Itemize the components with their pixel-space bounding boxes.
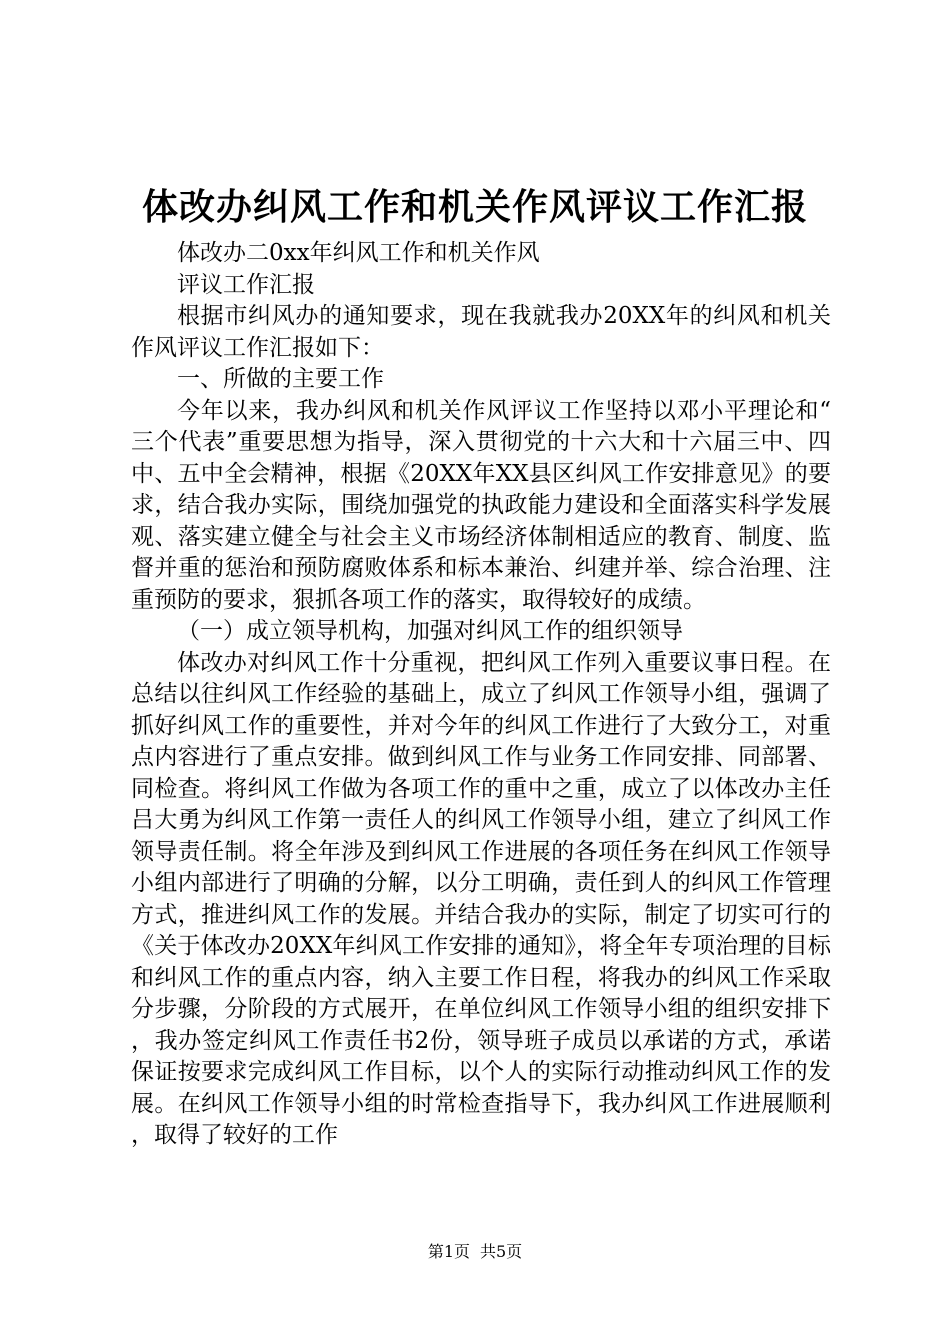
page-total: 共5页: [480, 1242, 523, 1261]
page-footer: [0, 1241, 950, 1263]
document-title: 体改办纠风工作和机关作风评议工作汇报: [141, 187, 808, 228]
intro-paragraph: 根据市纠风办的通知要求，现在我就我办20XX年的纠风和机关作风评议工作汇报如下：: [131, 303, 831, 361]
body-paragraph-1: 今年以来，我办纠风和机关作风评议工作坚持以邓小平理论和“三个代表”重要思想为指导，深入贯彻党的十六大和十六届三中、四中、五中全会精神，根据《20XX年XX县区纠风工作安排意见》的要求，结合我办实际，围绕加强党的执政能力建设和全面落实科学发展观、落实建立健全与社会主义市场经济体制相适应的教育、制度、监督并重的惩治和预防腐败体系和标本兼治、纠建并举、综合治理、注重预防的要求，狠抓各项工作的落实，取得较好的成绩。: [131, 397, 831, 613]
subtitle-line-1: 体改办二0xx年纠风工作和机关作风: [177, 240, 540, 266]
document-body: [131, 238, 831, 1152]
subsection-heading-1: （一）成立领导机构，加强对纠风工作的组织领导: [177, 618, 683, 644]
subtitle-line-2: 评议工作汇报: [177, 271, 315, 298]
page-number: 第1页: [427, 1242, 470, 1261]
body-paragraph-2: 体改办对纠风工作十分重视，把纠风工作列入重要议事日程。在总结以往纠风工作经验的基础上，成立了纠风工作领导小组，强调了抓好纠风工作的重要性，并对今年的纠风工作进行了大致分工，对重点内容进行了重点安排。做到纠风工作与业务工作同安排、同部署、同检查。将纠风工作做为各项工作的重中之重，成立了以体改办主任吕大勇为纠风工作第一责任人的纠风工作领导小组，建立了纠风工作领导责任制。将全年涉及到纠风工作进展的各项任务在纠风工作领导小组内部进行了明确的分解，以分工明确，责任到人的纠风工作管理方式，推进纠风工作的发展。并结合我办的实际，制定了切实可行的《关于体改办20XX年纠风工作安排的通知》，将全年专项治理的目标和纠风工作的重点内容，纳入主要工作日程，将我办的纠风工作采取分步骤，分阶段的方式展开，在单位纠风工作领导小组的组织安排下，我办签定纠风工作责任书2份，领导班子成员以承诺的方式，承诺保证按要求完成纠风工作目标，以个人的实际行动推动纠风工作的发展。在纠风工作领导小组的时常检查指导下，我办纠风工作进展顺利，取得了较好的工作: [131, 649, 831, 1148]
section-heading-1: 一、所做的主要工作: [177, 366, 384, 392]
